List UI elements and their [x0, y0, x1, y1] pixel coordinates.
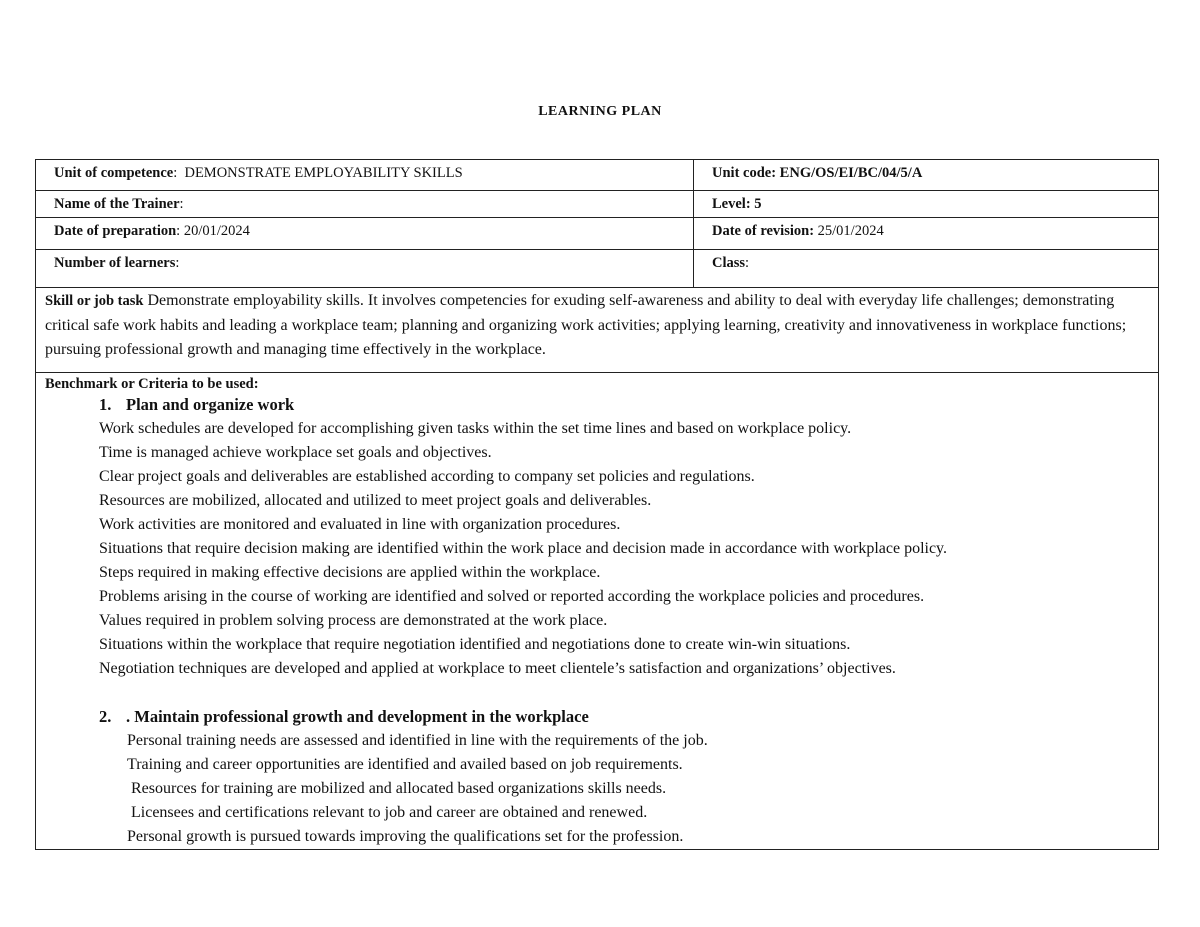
- section-heading: [45, 705, 1149, 729]
- unit-code-value: : ENG/OS/EI/BC/04/5/A: [771, 165, 923, 181]
- unit-of-competence-value: : DEMONSTRATE EMPLOYABILITY SKILLS: [173, 165, 463, 181]
- trainer-label: Name of the Trainer: [54, 196, 180, 212]
- section-number: 2.: [99, 706, 112, 726]
- class-value: :: [745, 255, 750, 271]
- table-row: [36, 160, 1159, 191]
- class-label: Class: [712, 255, 746, 271]
- criteria-item: Situations that require decision making are identified within the work place and decision made in accordance with workplace policy.: [99, 539, 948, 557]
- table-row: [36, 250, 1159, 288]
- trainer-cell: [36, 191, 694, 218]
- number-of-learners-cell: [36, 250, 694, 288]
- date-of-revision-cell: [694, 218, 1159, 250]
- criteria-item: Clear project goals and deliverables are established according to company set policies and regulations.: [99, 467, 755, 485]
- number-of-learners-label: Number of learners: [54, 255, 176, 271]
- benchmark-title: Benchmark or Criteria to be used:: [45, 375, 259, 392]
- criteria-item: Licensees and certifications relevant to job and career are obtained and renewed.: [127, 803, 648, 821]
- section-title: . Maintain professional growth and development in the workplace: [126, 706, 589, 726]
- trainer-value: :: [179, 196, 184, 212]
- criteria-item: Work schedules are developed for accomplishing given tasks within the set time lines and based on workplace policy.: [99, 419, 852, 437]
- unit-code-cell: [694, 160, 1159, 191]
- unit-of-competence-cell: [36, 160, 694, 191]
- section-number: 1.: [99, 394, 112, 414]
- table-row: [36, 218, 1159, 250]
- criteria-item: Resources for training are mobilized and allocated based organizations skills needs.: [127, 779, 667, 797]
- date-of-revision-value: 25/01/2024: [814, 223, 884, 239]
- skill-label: Skill or job task: [45, 293, 144, 309]
- criteria-item: Negotiation techniques are developed and applied at workplace to meet clientele’s satisfaction and organizations’ objectives.: [99, 659, 896, 677]
- date-of-preparation-label: Date of preparation: [54, 223, 177, 239]
- section-heading: [45, 393, 1149, 417]
- criteria-item: Work activities are monitored and evaluated in line with organization procedures.: [99, 515, 621, 533]
- class-cell: [694, 250, 1159, 288]
- benchmark-section: [45, 705, 1149, 849]
- table-row: [36, 372, 1159, 849]
- table-row: [36, 191, 1159, 218]
- skill-text: Demonstrate employability skills. It involves competencies for exuding self-awareness and ability to deal with everyday life challenges; demonstrating critical safe work habits and leading a workplace team; planning and organizing work activities; applying learning, creativity and innovativeness in workplace functions; pursuing professional growth and managing time effectively in the workplace.: [45, 292, 1127, 358]
- criteria-item: Steps required in making effective decisions are applied within the workplace.: [99, 563, 601, 581]
- criteria-item: Values required in problem solving process are demonstrated at the work place.: [99, 611, 608, 629]
- number-of-learners-value: :: [175, 255, 180, 271]
- learning-plan-table: [35, 159, 1159, 850]
- document-title: LEARNING PLAN: [538, 104, 662, 119]
- criteria-item: Personal training needs are assessed and identified in line with the requirements of the job.: [127, 731, 708, 749]
- date-of-revision-label: Date of revision:: [712, 223, 815, 239]
- skill-cell: [36, 288, 1159, 373]
- date-of-preparation-value: : 20/01/2024: [176, 223, 250, 239]
- section-title: Plan and organize work: [126, 394, 295, 414]
- criteria-item: Training and career opportunities are identified and availed based on job requirements.: [127, 755, 683, 773]
- benchmark-cell: [36, 372, 1159, 849]
- criteria-item: Resources are mobilized, allocated and utilized to meet project goals and deliverables.: [99, 491, 652, 509]
- unit-code-label: Unit code: [712, 165, 772, 181]
- level-cell: [694, 191, 1159, 218]
- unit-of-competence-label: Unit of competence: [54, 165, 174, 181]
- date-of-preparation-cell: [36, 218, 694, 250]
- benchmark-section: [45, 393, 1149, 681]
- table-row: [36, 288, 1159, 373]
- criteria-item: Situations within the workplace that require negotiation identified and negotiations done to create win-win situations.: [99, 635, 851, 653]
- criteria-item: Personal growth is pursued towards improving the qualifications set for the profession.: [127, 827, 684, 845]
- criteria-item: Time is managed achieve workplace set goals and objectives.: [99, 443, 492, 461]
- criteria-item: Problems arising in the course of working are identified and solved or reported according the workplace policies and procedures.: [99, 587, 925, 605]
- level-label: Level: 5: [712, 196, 762, 212]
